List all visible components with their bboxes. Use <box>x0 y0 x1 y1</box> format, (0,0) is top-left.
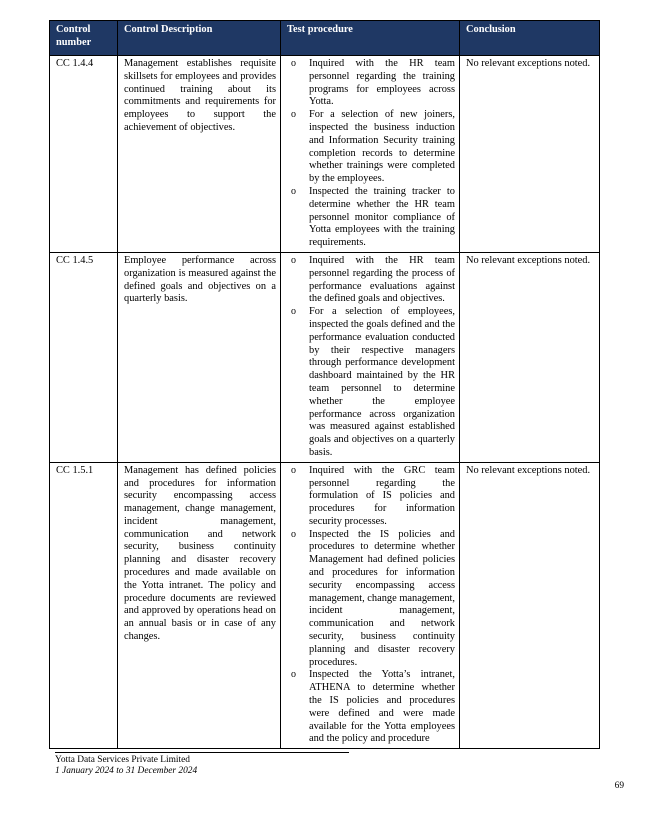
test-procedure <box>281 462 460 749</box>
control-description: Management establishes requisite skillsets for employees and provides continued training about its commitments and requirements for employees to support the achievement of objectives. <box>118 56 281 253</box>
control-description: Management has defined policies and procedures for information security encompassing access management, change management, incident management, communication and network security, business continuity planning and disaster recovery procedures and made available on the Yotta intranet. The policy and procedure documents are reviewed and approved by operations head on an annual basis or in case of any changes. <box>118 462 281 749</box>
controls-table <box>49 20 600 749</box>
footer-company: Yotta Data Services Private Limited <box>55 755 190 765</box>
header-conclusion: Conclusion <box>460 21 600 56</box>
procedure-step: o Inspected the Yotta’s intranet, ATHENA to determine whether the IS policies and procedures were defined and were made available for the Yotta employees and the policy and procedure <box>287 669 455 746</box>
procedure-list <box>287 58 455 250</box>
procedure-step: o Inspected the training tracker to determine whether the HR team personnel monitor compliance of Yotta employees with the training requirements. <box>287 186 455 250</box>
procedure-step: o Inquired with the HR team personnel regarding the training programs for employees across Yotta. <box>287 58 455 109</box>
table-row <box>50 462 600 749</box>
procedure-list <box>287 465 455 747</box>
table-row <box>50 56 600 253</box>
control-number: CC 1.4.4 <box>50 56 118 253</box>
header-test-procedure: Test procedure <box>281 21 460 56</box>
test-procedure <box>281 56 460 253</box>
conclusion: No relevant exceptions noted. <box>460 56 600 253</box>
page-number: 69 <box>614 781 624 791</box>
procedure-step: o Inspected the IS policies and procedures to determine whether Management had defined policies and procedures for information security encompassing access management, change management, incident management, communication and network security, business continuity planning and disaster recovery procedures. <box>287 529 455 670</box>
control-number: CC 1.5.1 <box>50 462 118 749</box>
header-control-number: Control number <box>50 21 118 56</box>
table-header-row <box>50 21 600 56</box>
procedure-list <box>287 255 455 460</box>
procedure-step: o Inquired with the GRC team personnel regarding the formulation of IS policies and procedures for information security processes. <box>287 465 455 529</box>
control-number: CC 1.4.5 <box>50 252 118 462</box>
table-row <box>50 252 600 462</box>
procedure-step: o Inquired with the HR team personnel regarding the process of performance evaluations against the defined goals and objectives. <box>287 255 455 306</box>
control-description: Employee performance across organization is measured against the defined goals and objectives on a quarterly basis. <box>118 252 281 462</box>
conclusion: No relevant exceptions noted. <box>460 462 600 749</box>
procedure-step: o For a selection of employees, inspected the goals defined and the performance evaluation conducted by their respective managers through performance development dashboard maintained by the HR team personnel to determine whether the employee performance across organization was measured against established goals and objectives on a quarterly basis. <box>287 306 455 460</box>
test-procedure <box>281 252 460 462</box>
conclusion: No relevant exceptions noted. <box>460 252 600 462</box>
header-control-description: Control Description <box>118 21 281 56</box>
footer-period: 1 January 2024 to 31 December 2024 <box>55 766 198 776</box>
procedure-step: o For a selection of new joiners, inspected the business induction and Information Security training completion records to determine whether trainings were completed by the employees. <box>287 109 455 186</box>
page-footer <box>55 752 349 777</box>
